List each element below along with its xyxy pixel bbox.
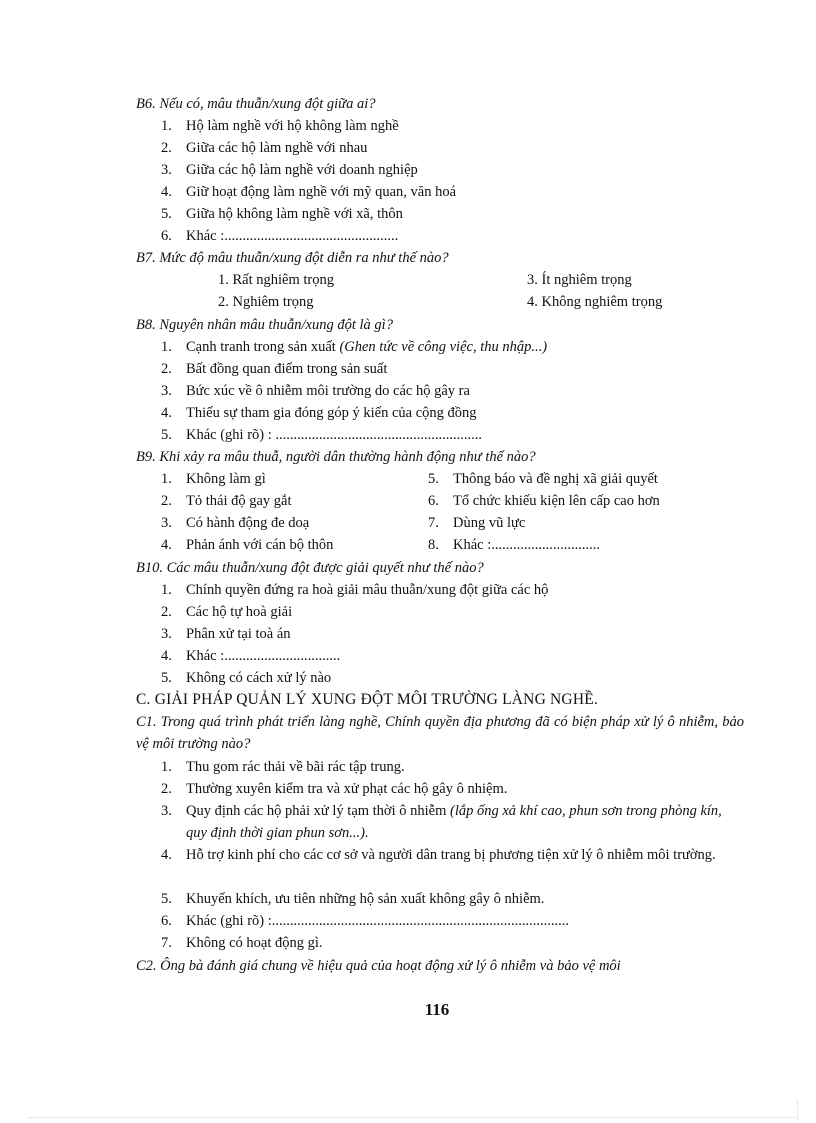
question-c2: C2. Ông bà đánh giá chung về hiệu quả của hoạt động xử lý ô nhiễm và bảo vệ môi (136, 958, 621, 974)
question-b7: B7. Mức độ mâu thuẫn/xung đột diễn ra như thế nào? (136, 250, 449, 266)
b7-option-3: 3. Ít nghiêm trọng (527, 272, 632, 288)
bottom-dotted-border (28, 1117, 798, 1118)
corner-dotted-mark (797, 1100, 798, 1120)
b7-option-4: 4. Không nghiêm trọng (527, 294, 663, 310)
question-b6: B6. Nếu có, mâu thuẫn/xung đột giữa ai? (136, 96, 376, 112)
section-c-heading: C. GIẢI PHÁP QUẢN LÝ XUNG ĐỘT MÔI TRƯỜNG LÀNG NGHỀ. (136, 691, 598, 708)
question-c1: C1. Trong quá trình phát triển làng nghề, Chính quyền địa phương đã có biện pháp xử lý ô nhiễm, bảo vệ môi trường nào? (136, 714, 744, 752)
question-b10: B10. Các mâu thuẫn/xung đột được giải quyết như thế nào? (136, 560, 484, 576)
page-number: 116 (424, 1000, 450, 1019)
b7-option-1: 1. Rất nghiêm trọng (218, 272, 334, 288)
document-page: B6. Nếu có, mâu thuẫn/xung đột giữa ai? 1. Hộ làm nghề với hộ không làm nghề 2. Giữa các hộ làm nghề với nhau 3. Giữa các hộ làm nghề với doanh nghiệp 4. Giữ hoạt động làm nghề với mỹ quan, văn hoá 5. Giữa hộ không làm nghề với xã, thôn 6. Khác :................................................ B7. Mức độ mâu thuẫn/xung đột diễn ra như thế nào? 1. Rất nghiêm trọng 3. Ít nghiêm trọng 2. Nghiêm trọng 4. Không nghiêm trọng B8. Nguyên nhân mâu thuẫn/xung đột là gì? 1. Cạnh tranh trong sản xuất (Ghen tức về công việc, thu nhập...) 2. Bất đồng quan điểm trong sản suất 3. Bức xúc về ô nhiễm môi trường do các hộ gây ra 4. Thiếu sự tham gia đóng góp ý kiến của cộng đồng 5. Khác (ghi rõ) : ......................................................... B9. Khi xảy ra mâu thuẫ, người dân thường hành động như thế nào? 1. Không làm gì 2. Tỏ thái độ gay gắt 3. Có hành động đe doạ 4. Phản ánh với cán bộ thôn 5. Thông báo và đề nghị xã giải quyết 6. Tổ chức khiếu kiện lên cấp cao hơn 7. Dùng vũ lực 8. Khác :.............................. B10. Các mâu thuẫn/xung đột được giải quyết như thế nào? 1. Chính quyền đứng ra hoà giải mâu thuẫn/xung đột giữa các hộ 2. Các hộ tự hoà giải 3. Phân xử tại toà án 4. Khác :................................ 5. Không có cách xử lý nào C. GIẢI PHÁP QUẢN LÝ XUNG ĐỘT MÔI TRƯỜNG LÀNG NGHỀ. C1. Trong quá trình phát triển làng nghề, Chính quyền địa phương đã có biện pháp xử lý ô nhiễm, bảo vệ môi trường nào? 1. Thu gom rác thải về bãi rác tập trung. 2. Thường xuyên kiểm tra và xử phạt các hộ gây ô nhiệm. 3. Quy định các hộ phải xử lý tạm thời ô nhiễm (lắp ống xả khí cao, phun sơn trong phòng kín, quy định thời gian phun sơn...). 4. Hỗ trợ kinh phí cho các cơ sở và người dân trang bị phương tiện xử lý ô nhiễm môi trường. 5. Khuyến khích, ưu tiên những hộ sản xuất không gây ô nhiễm. 6. Khác (ghi rõ) :.................................................................................. 7. Không có hoạt động gì. C2. Ông bà đánh giá chung về hiệu quả của hoạt động xử lý ô nhiễm và bảo vệ môi 116 (0, 0, 816, 1123)
question-b9: B9. Khi xảy ra mâu thuẫ, người dân thường hành động như thế nào? (136, 449, 536, 465)
question-b8: B8. Nguyên nhân mâu thuẫn/xung đột là gì? (136, 317, 393, 333)
b7-option-2: 2. Nghiêm trọng (218, 294, 314, 310)
